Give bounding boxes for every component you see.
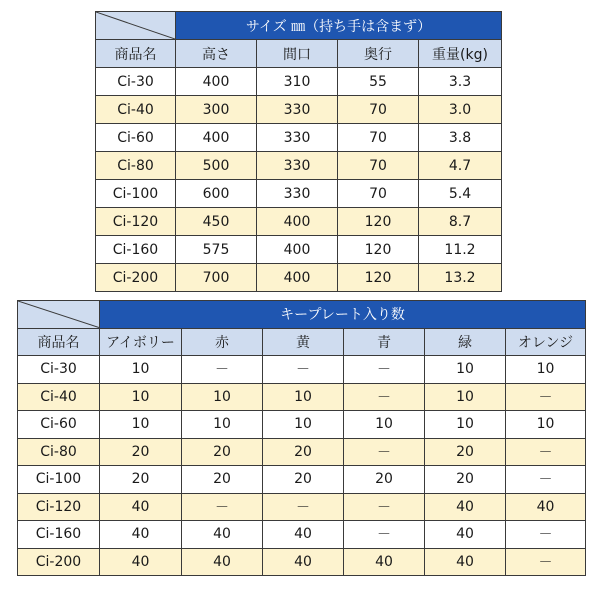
- table-row: [18, 521, 586, 549]
- table-cell: 20: [263, 466, 344, 494]
- table-cell: 40: [182, 521, 263, 549]
- table-cell: 20: [182, 466, 263, 494]
- table-cell: 10: [425, 383, 506, 411]
- table-cell: 40: [263, 548, 344, 576]
- table-cell: 3.3: [419, 68, 502, 96]
- product-name-cell: Ci-100: [18, 466, 100, 494]
- table-cell: 11.2: [419, 236, 502, 264]
- product-name-cell: Ci-60: [96, 124, 176, 152]
- table-cell: 330: [257, 180, 338, 208]
- table-cell: －: [344, 383, 425, 411]
- key-group-header: キープレート入り数: [100, 301, 586, 329]
- table-cell: 5.4: [419, 180, 502, 208]
- table-cell: 40: [182, 548, 263, 576]
- product-name-cell: Ci-80: [18, 438, 100, 466]
- table-cell: 20: [182, 438, 263, 466]
- size-table-body: [96, 68, 502, 292]
- column-header-width: 間口: [257, 40, 338, 68]
- table-cell: －: [263, 356, 344, 384]
- table-cell: 10: [506, 356, 586, 384]
- table-cell: 10: [263, 411, 344, 439]
- table-cell: 10: [344, 411, 425, 439]
- table-cell: 20: [344, 466, 425, 494]
- size-column-header-row: [96, 40, 502, 68]
- key-corner-cell: [18, 301, 100, 329]
- table-cell: －: [263, 493, 344, 521]
- table-cell: 10: [182, 383, 263, 411]
- product-name-cell: Ci-80: [96, 152, 176, 180]
- table-cell: 10: [182, 411, 263, 439]
- table-cell: 20: [263, 438, 344, 466]
- table-cell: 40: [100, 548, 182, 576]
- table-cell: 500: [176, 152, 257, 180]
- table-row: [96, 68, 502, 96]
- table-row: [18, 466, 586, 494]
- table-cell: 8.7: [419, 208, 502, 236]
- table-row: [96, 124, 502, 152]
- table-row: [96, 180, 502, 208]
- table-cell: 330: [257, 124, 338, 152]
- column-header-weight: 重量(kg): [419, 40, 502, 68]
- table-cell: －: [182, 356, 263, 384]
- table-cell: 40: [425, 493, 506, 521]
- table-cell: －: [344, 493, 425, 521]
- table-cell: 20: [100, 466, 182, 494]
- table-row: [18, 548, 586, 576]
- table-cell: 10: [425, 411, 506, 439]
- product-name-cell: Ci-40: [96, 96, 176, 124]
- table-cell: 330: [257, 152, 338, 180]
- table-cell: 120: [338, 236, 419, 264]
- size-table: [95, 11, 502, 292]
- table-cell: －: [344, 521, 425, 549]
- table-cell: 70: [338, 124, 419, 152]
- table-cell: 4.7: [419, 152, 502, 180]
- table-cell: 3.8: [419, 124, 502, 152]
- table-cell: 40: [100, 493, 182, 521]
- table-cell: 10: [425, 356, 506, 384]
- table-cell: 450: [176, 208, 257, 236]
- table-cell: 20: [425, 438, 506, 466]
- product-name-cell: Ci-100: [96, 180, 176, 208]
- product-name-cell: Ci-40: [18, 383, 100, 411]
- key-column-header-row: [18, 328, 586, 356]
- table-cell: 10: [100, 356, 182, 384]
- table-cell: －: [506, 521, 586, 549]
- table-cell: －: [344, 438, 425, 466]
- table-cell: 700: [176, 264, 257, 292]
- table-cell: 40: [100, 521, 182, 549]
- table-cell: 10: [100, 411, 182, 439]
- column-header-height: 高さ: [176, 40, 257, 68]
- table-cell: 10: [506, 411, 586, 439]
- table-cell: 120: [338, 264, 419, 292]
- product-name-cell: Ci-30: [18, 356, 100, 384]
- table-cell: 3.0: [419, 96, 502, 124]
- table-cell: 400: [257, 236, 338, 264]
- product-name-cell: Ci-30: [96, 68, 176, 96]
- table-cell: 575: [176, 236, 257, 264]
- table-cell: 40: [344, 548, 425, 576]
- product-name-cell: Ci-200: [18, 548, 100, 576]
- table-cell: －: [506, 466, 586, 494]
- table-cell: 400: [176, 124, 257, 152]
- key-plate-table-body: [18, 356, 586, 576]
- product-name-cell: Ci-200: [96, 264, 176, 292]
- product-name-cell: Ci-120: [18, 493, 100, 521]
- table-row: [96, 208, 502, 236]
- product-name-cell: Ci-160: [18, 521, 100, 549]
- table-cell: 40: [263, 521, 344, 549]
- table-cell: －: [506, 548, 586, 576]
- table-cell: 40: [425, 548, 506, 576]
- size-corner-cell: [96, 12, 176, 40]
- key-plate-table: [17, 300, 586, 576]
- table-cell: 400: [176, 68, 257, 96]
- table-cell: －: [506, 438, 586, 466]
- table-row: [18, 356, 586, 384]
- product-name-cell: Ci-60: [18, 411, 100, 439]
- column-header-green: 緑: [425, 328, 506, 356]
- table-row: [18, 411, 586, 439]
- key-group-header-row: [18, 301, 586, 329]
- table-cell: 55: [338, 68, 419, 96]
- column-header-product-name: 商品名: [96, 40, 176, 68]
- table-cell: 20: [425, 466, 506, 494]
- table-row: [18, 493, 586, 521]
- table-cell: 70: [338, 96, 419, 124]
- table-row: [18, 438, 586, 466]
- product-name-cell: Ci-120: [96, 208, 176, 236]
- table-cell: －: [182, 493, 263, 521]
- table-cell: 70: [338, 180, 419, 208]
- table-cell: －: [506, 383, 586, 411]
- table-cell: 310: [257, 68, 338, 96]
- column-header-blue: 青: [344, 328, 425, 356]
- column-header-product-name: 商品名: [18, 328, 100, 356]
- table-cell: 70: [338, 152, 419, 180]
- column-header-red: 赤: [182, 328, 263, 356]
- table-cell: 13.2: [419, 264, 502, 292]
- table-row: [96, 264, 502, 292]
- column-header-depth: 奥行: [338, 40, 419, 68]
- table-row: [96, 96, 502, 124]
- table-cell: 40: [506, 493, 586, 521]
- column-header-ivory: アイボリー: [100, 328, 182, 356]
- table-cell: 120: [338, 208, 419, 236]
- size-group-header: サイズ ㎜（持ち手は含まず）: [176, 12, 502, 40]
- table-cell: 10: [100, 383, 182, 411]
- column-header-yellow: 黄: [263, 328, 344, 356]
- table-cell: 330: [257, 96, 338, 124]
- product-name-cell: Ci-160: [96, 236, 176, 264]
- size-group-header-row: [96, 12, 502, 40]
- table-cell: 40: [425, 521, 506, 549]
- table-cell: 300: [176, 96, 257, 124]
- table-row: [96, 236, 502, 264]
- table-cell: 400: [257, 264, 338, 292]
- table-cell: －: [344, 356, 425, 384]
- table-row: [18, 383, 586, 411]
- table-cell: 400: [257, 208, 338, 236]
- table-cell: 20: [100, 438, 182, 466]
- table-cell: 600: [176, 180, 257, 208]
- column-header-orange: オレンジ: [506, 328, 586, 356]
- table-cell: 10: [263, 383, 344, 411]
- table-row: [96, 152, 502, 180]
